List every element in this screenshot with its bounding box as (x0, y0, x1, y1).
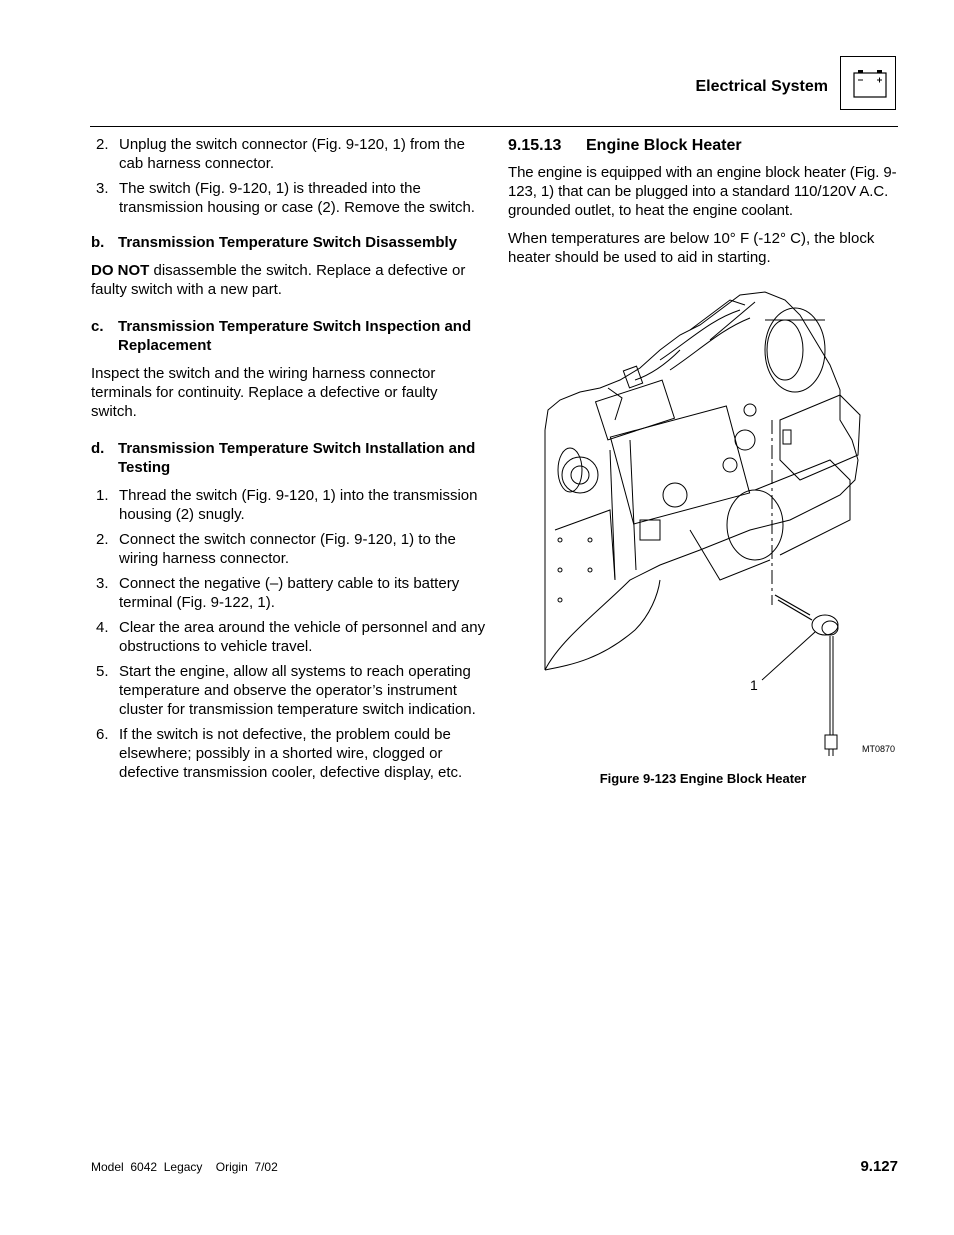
right-column (508, 135, 900, 276)
footer-model-info: Model 6042 Legacy Origin 7/02 (91, 1160, 278, 1174)
step-text: The switch (Fig. 9-120, 1) is threaded into the transmission housing or case (2). Remove the switch. (119, 180, 475, 216)
section-number: 9.15.13 (508, 137, 562, 154)
emphasis-text: DO NOT (91, 262, 150, 279)
paragraph-text: disassemble the switch. Replace a defective or faulty switch with a new part. (91, 262, 466, 298)
step-text: Clear the area around the vehicle of personnel and any obstructions to vehicle travel. (119, 619, 486, 655)
step-number: 2. (96, 136, 109, 153)
step-number: 2. (96, 531, 109, 548)
section-title: Engine Block Heater (586, 137, 742, 154)
step-text: Unplug the switch connector (Fig. 9-120, 1) from the cab harness connector. (119, 136, 465, 172)
step-number: 3. (96, 575, 109, 592)
subsection-title: Transmission Temperature Switch Installation and Testing (118, 440, 476, 476)
paragraph: When temperatures are below 10° F (-12° C), the block heater should be used to aid in starting. (508, 230, 875, 266)
section-heading (508, 136, 900, 155)
step-text: Connect the negative (–) battery cable to its battery terminal (Fig. 9-122, 1). (119, 575, 460, 611)
subsection-title: Transmission Temperature Switch Inspection and Replacement (118, 318, 472, 354)
subsection-label: d. (91, 440, 105, 457)
figure-caption: Figure 9-123 Engine Block Heater (599, 771, 807, 786)
battery-icon (840, 56, 896, 110)
callout-number: 1 (750, 677, 758, 693)
subsection-label: b. (91, 234, 105, 251)
list-item (91, 725, 486, 782)
page-number: 9.127 (860, 1158, 898, 1175)
figure-code: MT0870 (862, 744, 896, 754)
step-number: 3. (96, 180, 109, 197)
subsection-label: c. (91, 318, 104, 335)
step-text: Thread the switch (Fig. 9-120, 1) into the transmission housing (2) snugly. (119, 487, 478, 523)
header-divider (90, 126, 898, 127)
paragraph: The engine is equipped with an engine block heater (Fig. 9-123, 1) that can be plugged into a standard 110/120V A.C. grounded outlet, to heat the engine coolant. (508, 164, 897, 219)
left-column (91, 135, 486, 788)
list-item (91, 530, 486, 568)
list-item (91, 135, 486, 173)
subsection-heading (91, 317, 486, 355)
page-header-title: Electrical System (695, 78, 828, 95)
list-item (91, 662, 486, 719)
list-item (91, 618, 486, 656)
list-item (91, 574, 486, 612)
subsection-heading (91, 439, 486, 477)
subsection-heading (91, 233, 486, 252)
subsection-title: Transmission Temperature Switch Disassembly (118, 234, 458, 251)
list-item (91, 179, 486, 217)
paragraph (91, 261, 486, 299)
list-item (91, 486, 486, 524)
paragraph: Inspect the switch and the wiring harness connector terminals for continuity. Replace a defective or faulty switch. (91, 365, 438, 420)
step-text: Start the engine, allow all systems to reach operating temperature and observe the operator’s instrument cluster for transmission temperature switch indication. (119, 663, 476, 718)
step-text: If the switch is not defective, the problem could be elsewhere; possibly in a shorted wire, clogged or defective transmission cooler, defective display, etc. (119, 726, 463, 781)
step-text: Connect the switch connector (Fig. 9-120, 1) to the wiring harness connector. (119, 531, 456, 567)
step-number: 6. (96, 726, 109, 743)
engine-block-heater-illustration (540, 280, 900, 760)
step-number: 5. (96, 663, 109, 680)
step-number: 1. (96, 487, 109, 504)
step-number: 4. (96, 619, 109, 636)
